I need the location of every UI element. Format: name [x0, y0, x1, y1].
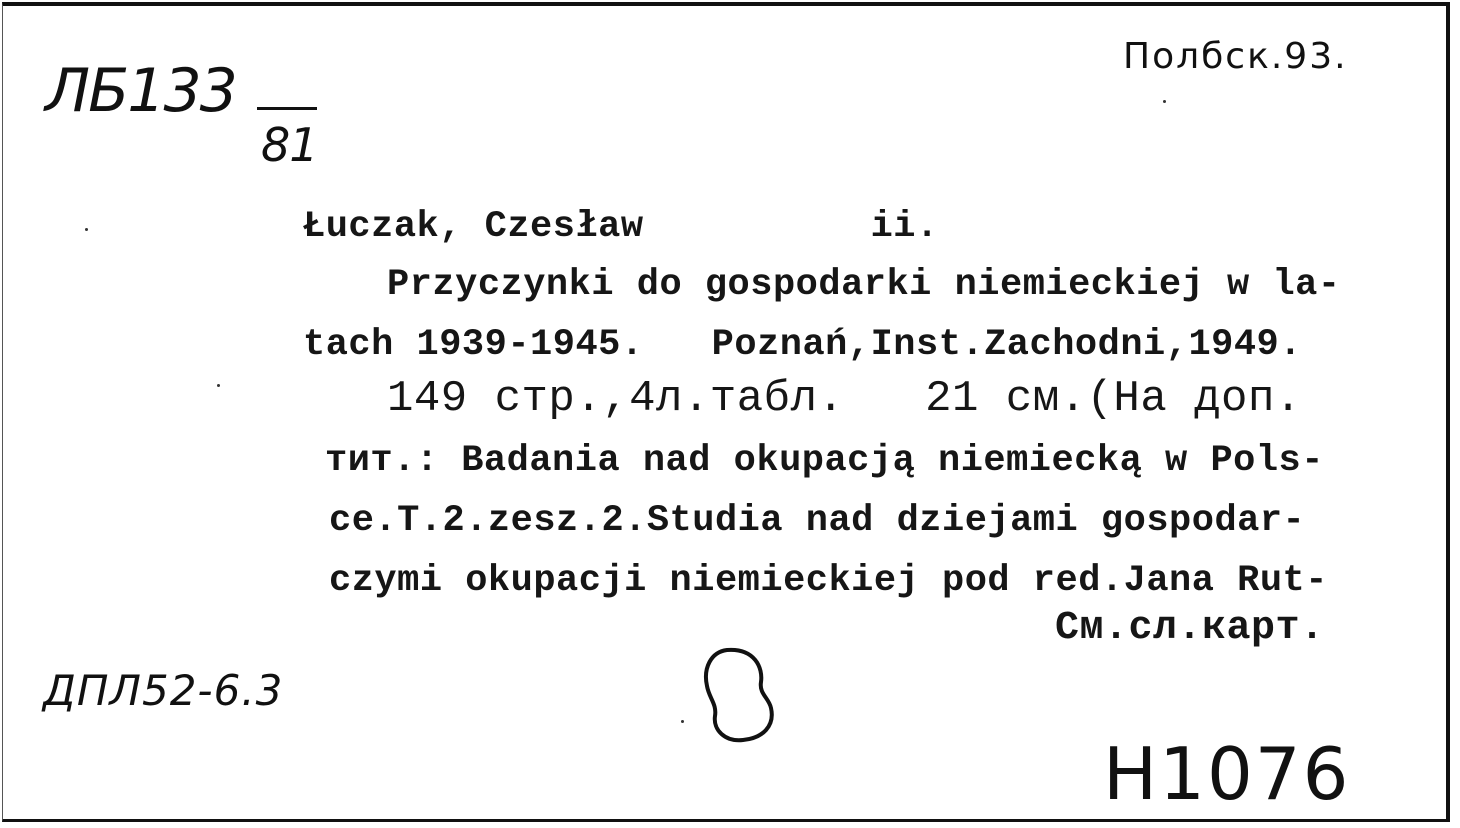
- dpl-note: ДПЛ52-6.3: [43, 666, 284, 715]
- entry-line-see-next-card: См.сл.карт.: [1055, 606, 1325, 651]
- corner-note: Полбск.93.: [1123, 36, 1348, 77]
- catalog-card: [2, 2, 1450, 822]
- shelf-mark-divider: [257, 107, 317, 110]
- entry-line-collation: 149 стр.,4л.табл. 21 см.(На доп.: [387, 374, 1302, 424]
- ink-speck: [681, 720, 684, 723]
- entry-line-imprint: tach 1939-1945. Poznań,Inst.Zachodni,1949.: [303, 324, 1302, 366]
- entry-line-series-2: ce.T.2.zesz.2.Studia nad dziejami gospodar-: [329, 500, 1306, 542]
- entry-line-series-3: czymi okupacji niemieckiej pod red.Jana Rut-: [329, 560, 1328, 602]
- shelf-mark-bottom: 81: [261, 118, 318, 172]
- entry-line-author: Łuczak, Czesław ii.: [303, 206, 939, 248]
- ink-speck: [1163, 100, 1166, 103]
- entry-line-title: Przyczynki do gospodarki niemieckiej w la-: [387, 264, 1341, 306]
- ink-speck: [85, 228, 88, 231]
- punch-hole-icon: [697, 642, 781, 746]
- entry-line-series-1: тит.: Badania nad okupacją niemiecką w Pols-: [325, 440, 1324, 482]
- shelf-mark-top: ЛБ133: [45, 56, 236, 126]
- ink-speck: [217, 384, 220, 387]
- inventory-number: Н1076: [1103, 732, 1351, 816]
